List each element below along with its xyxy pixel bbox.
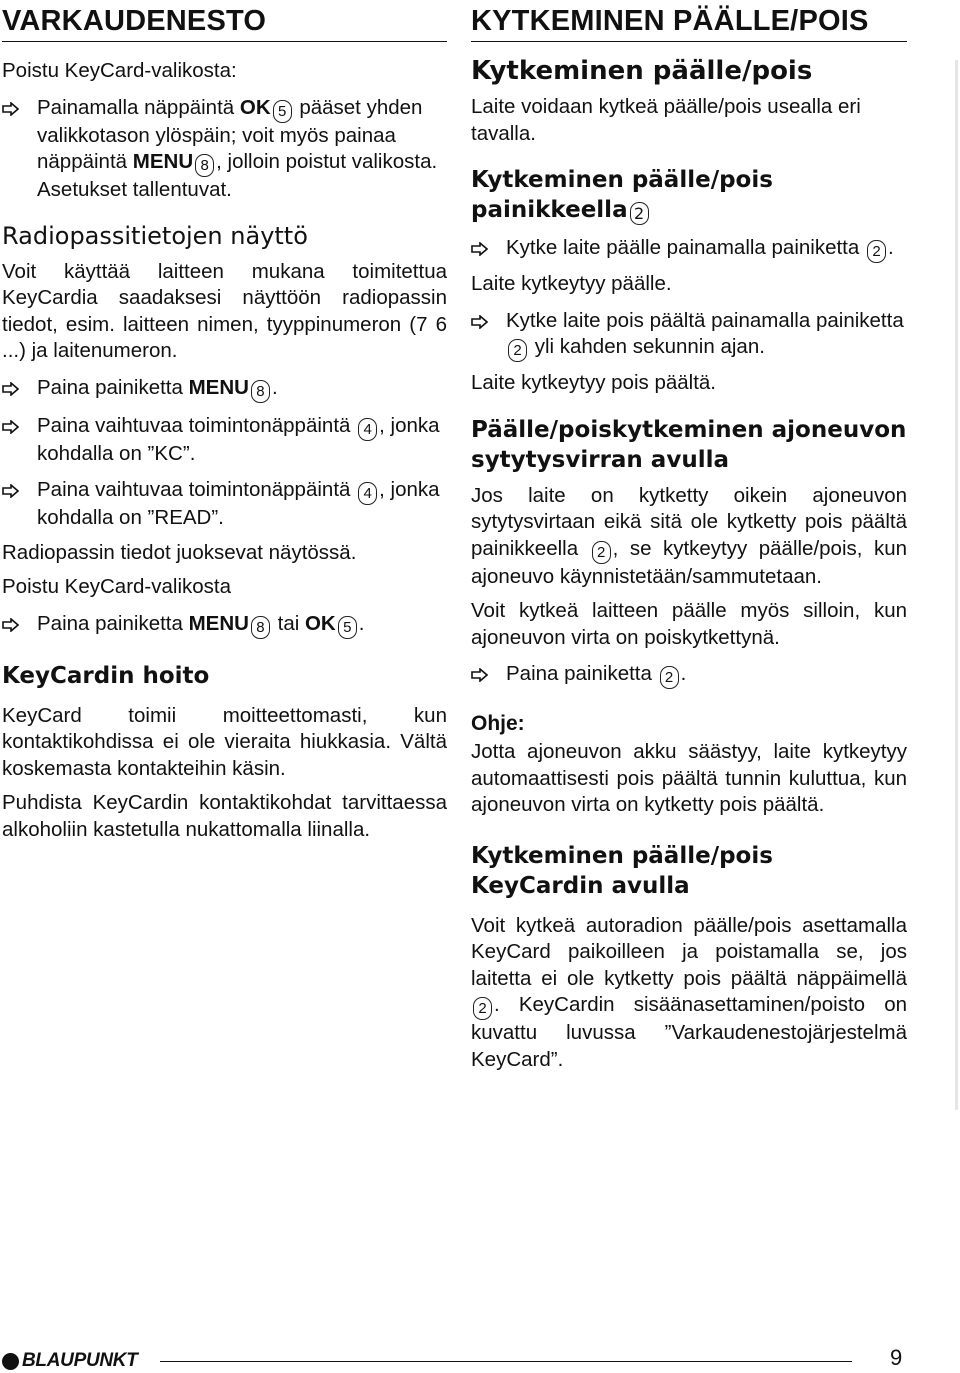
subheading-ignition: Päälle/poiskytkeminen ajoneuvon sytytysvirran avulla <box>471 416 907 473</box>
subheading-keycard: Kytkeminen päälle/pois KeyCardin avulla <box>471 842 773 899</box>
subheading-keycard-care: KeyCardin hoito <box>2 662 210 689</box>
bullet-switch-off: Kytke laite pois päältä painamalla painiketta 2 yli kahden sekunnin ajan. <box>471 308 907 363</box>
hollow-arrow-icon <box>471 668 488 682</box>
hollow-arrow-icon <box>2 484 19 498</box>
section-heading-kytkeminen: KYTKEMINEN PÄÄLLE/POIS <box>471 4 907 42</box>
key-number-badge: 5 <box>273 100 292 123</box>
key-number-badge: 2 <box>630 202 649 225</box>
exit-menu-label-2: Poistu KeyCard-valikosta <box>2 575 232 598</box>
intro-paragraph: Laite voidaan kytkeä päälle/pois usealla eri tavalla. <box>471 95 861 145</box>
footer-rule <box>160 1361 852 1362</box>
subheading-radiopassi: Radiopassitietojen näyttö <box>2 221 308 250</box>
on-text: Laite kytkeytyy päälle. <box>471 272 672 295</box>
section-heading-varkaudenesto: VARKAUDENESTO <box>2 4 447 42</box>
bullet-exit-menu: Painamalla näppäintä OK 5 pääset yhden valikkotason ylöspäin; voit myös painaa näppäintä MENU 8 , jolloin poistut valikosta. Asetukset tallentuvat. <box>2 95 447 204</box>
bullet-press-menu: Paina painiketta MENU 8 . <box>2 375 447 403</box>
key-number-badge: 2 <box>867 240 886 263</box>
right-column <box>471 0 907 1073</box>
note-label: Ohje: <box>471 712 525 735</box>
key-number-badge: 2 <box>592 541 611 564</box>
hollow-arrow-icon <box>2 420 19 434</box>
left-column <box>2 0 447 843</box>
key-number-badge: 8 <box>251 380 270 403</box>
key-number-badge: 2 <box>473 997 492 1020</box>
brand-name: BLAUPUNKT <box>22 1350 138 1371</box>
hollow-arrow-icon <box>471 315 488 329</box>
note-text: Jotta ajoneuvon akku säästyy, laite kytkeytyy automaattisesti pois päältä tunnin kuluttua, kun ajoneuvon virta on kytketty pois päältä. <box>471 740 907 816</box>
bullet-press-button: Paina painiketta 2 . <box>471 661 907 689</box>
key-number-badge: 5 <box>338 616 357 639</box>
hollow-arrow-icon <box>2 102 19 116</box>
ignition-paragraph-1: Jos laite on kytketty oikein ajoneuvon sytytysvirtaan eikä sitä ole kytketty pois päältä painikkeella 2 , se kytkeytyy päälle/pois, kun ajoneuvo käynnistetään/sammutetaan. <box>471 483 907 588</box>
off-text: Laite kytkeytyy pois päältä. <box>471 371 716 394</box>
key-number-badge: 8 <box>195 154 214 177</box>
blaupunkt-dot-icon <box>2 1353 19 1370</box>
subheading-button: Kytkeminen päälle/pois painikkeella 2 <box>471 167 773 223</box>
ignition-paragraph-2: Voit kytkeä laitteen päälle myös silloin, kun ajoneuvon virta on poiskytkettynä. <box>471 599 907 649</box>
key-number-badge: 4 <box>358 482 377 505</box>
exit-menu-label: Poistu KeyCard-valikosta: <box>2 59 237 82</box>
radio-shown-text: Radiopassin tiedot juoksevat näytössä. <box>2 540 357 564</box>
hollow-arrow-icon <box>2 382 19 396</box>
bullet-switch-on: Kytke laite päälle painamalla painiketta 2 . <box>471 235 907 263</box>
radio-paragraph: Voit käyttää laitteen mukana toimitettua KeyCardia saadaksesi näyttöön radiopassin tiedot, esim. laitteen nimen, tyyppinumeron (7 6 ...) ja laitenumeron. <box>2 259 447 362</box>
care-paragraph-2: Puhdista KeyCardin kontaktikohdat tarvittaessa alkoholiin kastetulla nukattomalla liinalla. <box>2 791 447 841</box>
hollow-arrow-icon <box>471 242 488 256</box>
bullet-exit-menu-2: Paina painiketta MENU 8 tai OK 5 . <box>2 611 447 639</box>
page-edge-shade <box>955 60 958 1110</box>
page-number: 9 <box>890 1345 903 1370</box>
key-number-badge: 4 <box>358 418 377 441</box>
keycard-paragraph: Voit kytkeä autoradion päälle/pois asettamalla KeyCard paikoilleen ja poistamalla se, jos laitetta ei ole kytketty pois päältä näppäimellä 2 . KeyCardin sisäänasettaminen/poisto on kuvattu luvussa ”Varkaudenestojärjestelmä KeyCard”. <box>471 913 907 1071</box>
key-number-badge: 8 <box>251 616 270 639</box>
care-paragraph-1: KeyCard toimii moitteettomasti, kun kontaktikohdissa ei ole vieraita hiukkasia. Vältä koskemasta kontakteihin käsin. <box>2 703 447 780</box>
key-number-badge: 2 <box>508 339 527 362</box>
brand-logo <box>2 1349 138 1373</box>
bullet-press-read: Paina vaihtuvaa toimintonäppäintä 4 , jonka kohdalla on ”READ”. <box>2 477 447 532</box>
bullet-press-kc: Paina vaihtuvaa toimintonäppäintä 4 , jonka kohdalla on ”KC”. <box>2 413 447 468</box>
key-number-badge: 2 <box>660 666 679 689</box>
subheading-main: Kytkeminen päälle/pois <box>471 56 813 86</box>
hollow-arrow-icon <box>2 618 19 632</box>
